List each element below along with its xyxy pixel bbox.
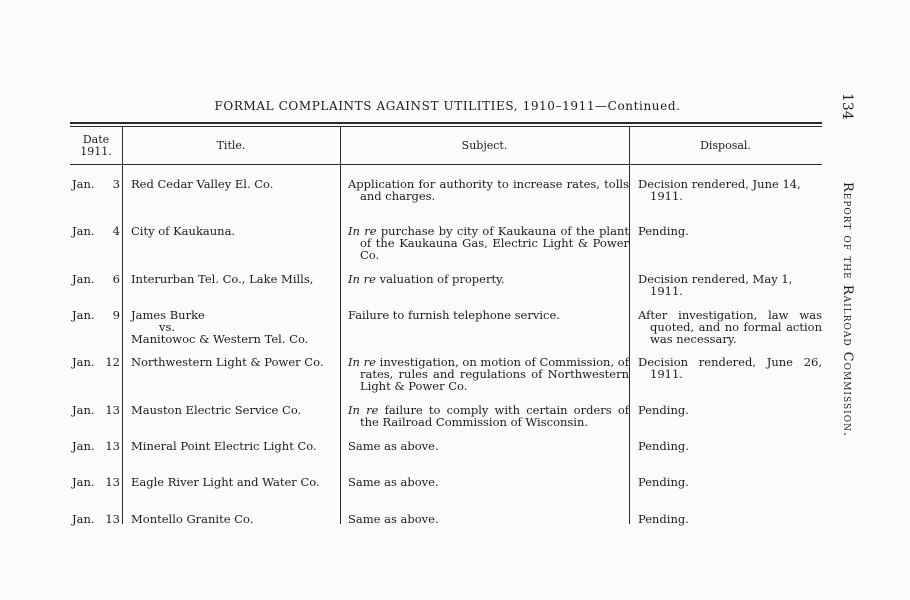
disposal-text: Pending. [638,475,689,489]
title-cell: Mauston Electric Service Co. [131,403,302,417]
subject-cell [348,309,629,321]
date-day: 4 [112,224,120,238]
disposal-cell [638,513,822,525]
date-day: 9 [112,308,120,322]
subject-text: purchase by city of Kaukauna of the plant of the Kaukauna Gas, Electric Light & Power Co. [360,224,629,262]
date-day: 13 [105,439,120,453]
date-month: Jan. [72,355,95,369]
date-day: 6 [112,272,120,286]
date-month: Jan. [72,177,95,191]
date-month: Jan. [72,475,95,489]
subject-prefix: In re [348,403,379,417]
subject-cell [348,178,629,202]
date-month: Jan. [72,224,95,238]
title-line: Manitowoc & Western Tel. Co. [131,332,309,346]
title-cell: Montello Granite Co. [131,512,254,526]
disposal-text: After investigation, law was quoted, and no formal action was necessary. [638,308,822,346]
disposal-text: Decision rendered, June 26, 1911. [638,355,822,381]
disposal-cell [638,440,822,452]
date-month: Jan. [72,439,95,453]
subject-text: Application for authority to increase rates, tolls and charges. [348,177,629,203]
date-day: 12 [105,355,120,369]
header-bottom-rule [70,164,822,165]
subject-prefix: In re [348,272,376,286]
title-cell: Eagle River Light and Water Co. [131,475,320,489]
header-date [70,127,122,164]
date-day: 13 [105,403,120,417]
disposal-cell [638,404,822,416]
title-cell: City of Kaukauna. [131,224,236,238]
date-month: Jan. [72,512,95,526]
disposal-cell [638,356,822,380]
disposal-text: Pending. [638,224,689,238]
title-cell: Interurban Tel. Co., Lake Mills, [131,272,314,286]
subject-text: investigation, on motion of Commission, of rates, rules and regulations of Northwestern Light & Power Co. [360,355,629,393]
disposal-cell [638,476,822,488]
page-number: 134 [839,93,855,120]
table-top-rule [70,122,822,124]
disposal-cell [638,309,822,345]
title-vs: vs. [159,320,176,334]
subject-cell [348,404,629,428]
subject-prefix: In re [348,224,377,238]
subject-cell [348,273,629,285]
disposal-text: Pending. [638,512,689,526]
page-title: FORMAL COMPLAINTS AGAINST UTILITIES, 1910–1911—Continued. [214,99,681,113]
header-date-label: Date [82,132,110,146]
title-cell [131,309,346,345]
header-subject: Subject. [461,138,508,152]
subject-cell [348,476,629,488]
title-line: James Burke [131,308,205,322]
title-cell: Red Cedar Valley El. Co. [131,177,274,191]
disposal-text: Decision rendered, June 14, 1911. [638,177,801,203]
disposal-cell [638,273,822,297]
date-day: 13 [105,512,120,526]
date-day: 3 [112,177,120,191]
disposal-text: Pending. [638,439,689,453]
subject-text: Same as above. [348,439,439,453]
subject-text: Same as above. [348,512,439,526]
title-cell: Northwestern Light & Power Co. [131,355,324,369]
date-month: Jan. [72,308,95,322]
subject-text: Failure to furnish telephone service. [348,308,560,322]
subject-cell [348,513,629,525]
running-side-heading: Report of the Railroad Commission. [840,182,855,438]
header-date-year: 1911. [80,144,112,158]
title-cell: Mineral Point Electric Light Co. [131,439,317,453]
subject-cell [348,225,629,261]
disposal-cell [638,178,822,202]
subject-text: Same as above. [348,475,439,489]
disposal-text: Decision rendered, May 1, 1911. [638,272,793,298]
date-month: Jan. [72,272,95,286]
subject-text: valuation of property. [379,272,505,286]
header-disposal: Disposal. [700,138,751,152]
date-month: Jan. [72,403,95,417]
disposal-cell [638,225,822,237]
header-title: Title. [216,138,246,152]
subject-cell [348,356,629,392]
disposal-text: Pending. [638,403,689,417]
date-day: 13 [105,475,120,489]
column-divider [629,127,630,524]
subject-text: failure to comply with certain orders of the Railroad Commission of Wisconsin. [360,403,629,429]
subject-cell [348,440,629,452]
subject-prefix: In re [348,355,376,369]
column-divider [122,127,123,524]
